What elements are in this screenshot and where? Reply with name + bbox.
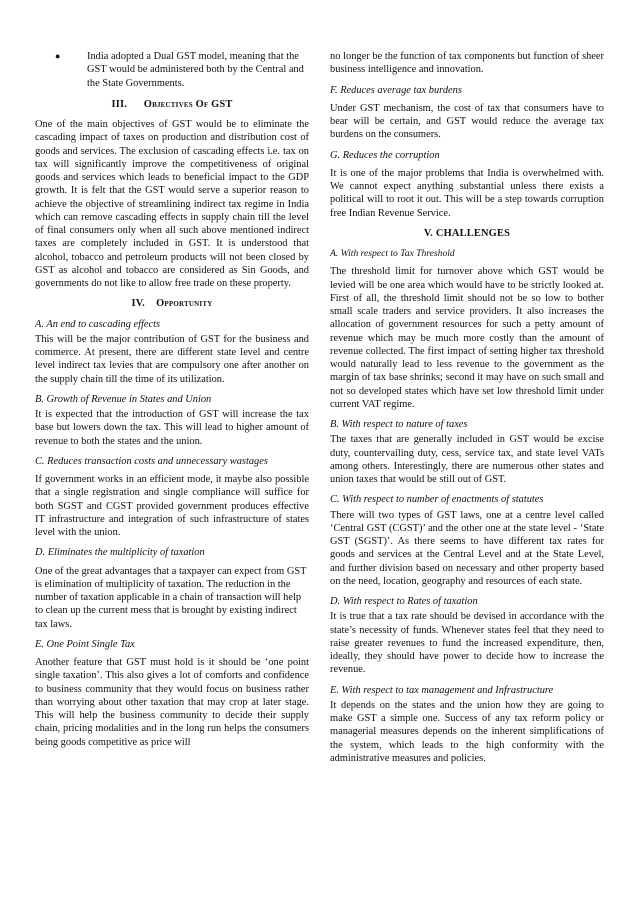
paragraph: It depends on the states and the union how they are going to make GST a simple one. Success of any tax reform policy or managerial measures depends on the inherent simplifications of the system, which leads to the high conformity with the administrative measures and policies. [330, 699, 604, 764]
subheading: F. Reduces average tax burdens [330, 84, 462, 96]
paragraph: The threshold limit for turnover above which GST would be levied will be one area which would have to be strictly looked at. First of all, the threshold limit should not be so low to bother small scale traders and service providers. It also increases the allocation of government resources for such a petty amount of revenue which may be much more costly than the amount of revenue collected. The first impact of setting higher tax threshold would naturally lead to less revenue to the government as the margin of tax base shrinks; second it may have on such small and not so developed states which have set low threshold limit under current VAT regime. [330, 266, 604, 410]
section-heading-opportunity [35, 297, 309, 310]
paragraph: If government works in an efficient mode, it maybe also possible that a single registration and single compliance will suffice for both SGST and CGST provided government produces effective IT infrastructure and integration of such infrastructure of states level with the union. [35, 474, 309, 538]
paragraph: There will two types of GST laws, one at a centre level called ‘Central GST (CGST)’ and the other one at the state level - ‘State GST (SGST)’. As there seems to have different tax rates for goods and services at the Central Level and at the State Level, and further division based on necessary and other property based on the need, location, geography and resources of each state. [330, 509, 604, 587]
paragraph: Another feature that GST must hold is it should be ‘one point single taxation’. This also gives a lot of comforts and confidence to business community that they would focus on business rather than worrying about other taxation that may crop at later stage. This will help the business community to decide their supply chain, pricing modalities and in the long run helps the consumers being goods competitive as price will [35, 657, 309, 748]
section-title: Opportunity [156, 298, 213, 310]
section-number: IV. [131, 298, 145, 310]
bullet-item [35, 50, 309, 90]
paragraph: This will be the major contribution of GST for the business and commerce. At present, there are different state level and centre level indirect tax levies that are compulsory one after another on the supply chain till the time of its utilization. [35, 333, 309, 385]
left-column [35, 50, 309, 756]
paragraph: It is true that a tax rate should be devised in accordance with the state’s necessity of funds. Whenever states feel that they need to raise greater revenues to fund the increased expenditure, then, ideally, they should have power to decide how to increase the revenue. [330, 611, 604, 676]
section-heading-challenges: V. CHALLENGES [423, 227, 511, 239]
bullet-icon: ● [55, 51, 61, 61]
subheading: D. With respect to Rates of taxation [330, 596, 478, 607]
subheading: D. Eliminates the multiplicity of taxation [35, 547, 205, 559]
subheading: E. With respect to tax management and Infrastructure [330, 684, 554, 696]
subheading: E. One Point Single Tax [35, 638, 135, 650]
paragraph: no longer be the function of tax components but function of sheer business intelligence and innovation. [330, 51, 604, 76]
paragraph: Under GST mechanism, the cost of tax that consumers have to bear will be certain, and GST would reduce the average tax burdens on the consumers. [330, 102, 604, 141]
subheading: B. With respect to nature of taxes [330, 419, 468, 430]
subheading: G. Reduces the corruption [330, 149, 440, 161]
subheading: A. With respect to Tax Threshold [330, 248, 455, 259]
paragraph: The taxes that are generally included in GST would be excise duty, countervailing duty, cess, service tax, and state level VATs among others. Interestingly, there are numerous other states and union taxes that would be still out of GST. [330, 434, 604, 485]
bullet-text: India adopted a Dual GST model, meaning that the GST would be administered both by the Central and the State Governments. [87, 51, 304, 89]
paragraph: It is expected that the introduction of GST will increase the tax base but lowers down the tax. This will lead to higher amount of revenue to both the states and the union. [35, 409, 309, 447]
subheading: A. An end to cascading effects [35, 318, 161, 330]
paragraph: One of the main objectives of GST would be to eliminate the cascading impact of taxes on production and distribution cost of goods and services. The exclusion of cascading effects i.e. tax on tax will significantly improve the competitiveness of original goods and services which leads to beneficial impact to the GDP growth. It is felt that the GST would serve a superior reason to achieve the objective of streamlining indirect tax regime in India which can remove cascading effects in supply chain till the level of final consumers only when all such above mentioned indirect taxes are completely included in GST. It is understood that alcohol, tobacco and petroleum products will not been closed by GST as alcohol and tobacco are considered as Sin Goods, and governments do not like to allow free trade on these property. [35, 119, 309, 289]
paragraph: One of the great advantages that a taxpayer can expect from GST is elimination of multiplicity of taxation. The reduction in the number of taxation applicable in a chain of transaction will help to clean up the current mess that is brought by existing indirect tax laws. [35, 565, 307, 630]
section-number: III. [111, 98, 127, 110]
section-heading-objectives [35, 98, 309, 111]
section-title: Objectives Of GST [143, 98, 233, 110]
right-column [330, 50, 604, 772]
subheading: C. Reduces transaction costs and unnecessary wastages [35, 455, 268, 467]
subheading: C. With respect to number of enactments of statutes [330, 494, 544, 506]
subheading: B. Growth of Revenue in States and Union [35, 393, 212, 405]
paragraph: It is one of the major problems that India is overwhelmed with. We cannot expect anything substantial unless there exists a political will to root it out. This will be a step towards corruption free Indian Revenue Service. [330, 167, 604, 219]
